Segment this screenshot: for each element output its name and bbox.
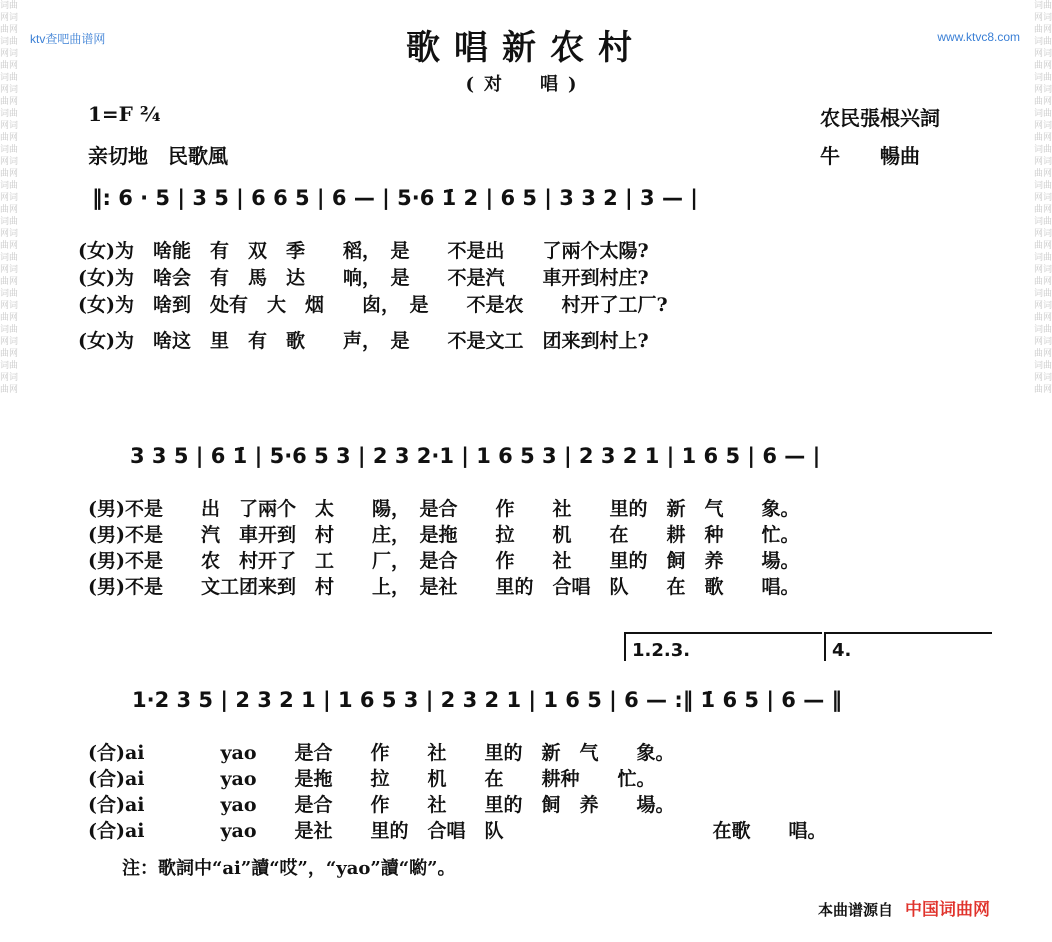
- source-label: 本曲谱源自: [818, 902, 894, 919]
- song-subtitle: (对 唱): [465, 74, 587, 95]
- lyric-line: (合)ai yao 是合 作 社 里的 飼 养 場。: [88, 794, 675, 816]
- site-right-label[interactable]: www.ktvc8.com: [937, 30, 1020, 44]
- watermark-left: 词曲网词曲网词曲网词曲网词曲网词曲网词曲网词曲网词曲网词曲网词曲网词曲网词曲网词曲网词曲网词曲网词曲网词曲网词曲网词曲网词曲网词曲网: [0, 1, 19, 395]
- lyric-line: (女)为 啥到 处有 大 烟 囱， 是 不是农 村开了工厂?: [78, 294, 668, 316]
- watermark-right: 词曲网词曲网词曲网词曲网词曲网词曲网词曲网词曲网词曲网词曲网词曲网词曲网词曲网词曲网词曲网词曲网词曲网词曲网词曲网词曲网词曲网词曲网: [1034, 1, 1052, 395]
- notation-line-2: 3 3 5 | 6 1̇ | 5·6 5 3 | 2 3 2·1 | 1 6 5 3 | 2 3 2 1 | 1 6 5 | 6 — |: [130, 444, 821, 468]
- lyric-line: (合)ai yao 是拖 拉 机 在 耕种 忙。: [88, 768, 656, 790]
- lyric-line: (女)为 啥能 有 双 季 稻， 是 不是出 了兩个太陽?: [78, 240, 649, 262]
- lyric-line: (合)ai yao 是合 作 社 里的 新 气 象。: [88, 742, 675, 764]
- song-title: 歌唱新农村: [406, 28, 646, 68]
- composer-credit: 牛 暢曲: [820, 144, 920, 168]
- volta-bracket-2: 4.: [824, 632, 992, 661]
- source-site-link[interactable]: 中国词曲网: [905, 900, 991, 919]
- lyricist-credit: 农民張根兴詞: [820, 106, 940, 130]
- key-signature: 1=F ²⁄₄: [88, 102, 161, 126]
- notation-line-1: ‖: 6 · 5 | 3 5 | 6 6 5 | 6 — | 5·6 1̇ 2 | 6 5 | 3 3 2 | 3 — |: [92, 186, 698, 210]
- lyric-line: (女)为 啥会 有 馬 达 响， 是 不是汽 車开到村庄?: [78, 267, 649, 289]
- source-credit: [818, 895, 990, 920]
- lyric-line: (男)不是 出 了兩个 太 陽， 是合 作 社 里的 新 气 象。: [88, 498, 800, 520]
- notation-line-3: 1·2 3 5 | 2 3 2 1 | 1 6 5 3 | 2 3 2 1 | 1 6 5 | 6 — :‖ 1̇ 6 5 | 6 — ‖: [132, 688, 843, 712]
- lyric-line: (合)ai yao 是社 里的 合唱 队 在歌 唱。: [88, 820, 827, 842]
- lyric-line: (男)不是 汽 車开到 村 庄， 是拖 拉 机 在 耕 种 忙。: [88, 524, 800, 546]
- volta-bracket-1: 1.2.3.: [624, 632, 822, 661]
- lyric-line: (男)不是 农 村开了 工 厂， 是合 作 社 里的 飼 养 場。: [88, 550, 800, 572]
- lyric-line: (女)为 啥这 里 有 歌 声， 是 不是文工 团来到村上?: [78, 330, 649, 352]
- tempo-style: 亲切地 民歌風: [88, 144, 228, 168]
- site-left-label[interactable]: ktv查吧曲谱网: [30, 32, 106, 46]
- lyric-line: (男)不是 文工团来到 村 上， 是社 里的 合唱 队 在 歌 唱。: [88, 576, 800, 598]
- footnote: 注：歌詞中“ai”讀“哎”，“yao”讀“喲”。: [122, 858, 456, 879]
